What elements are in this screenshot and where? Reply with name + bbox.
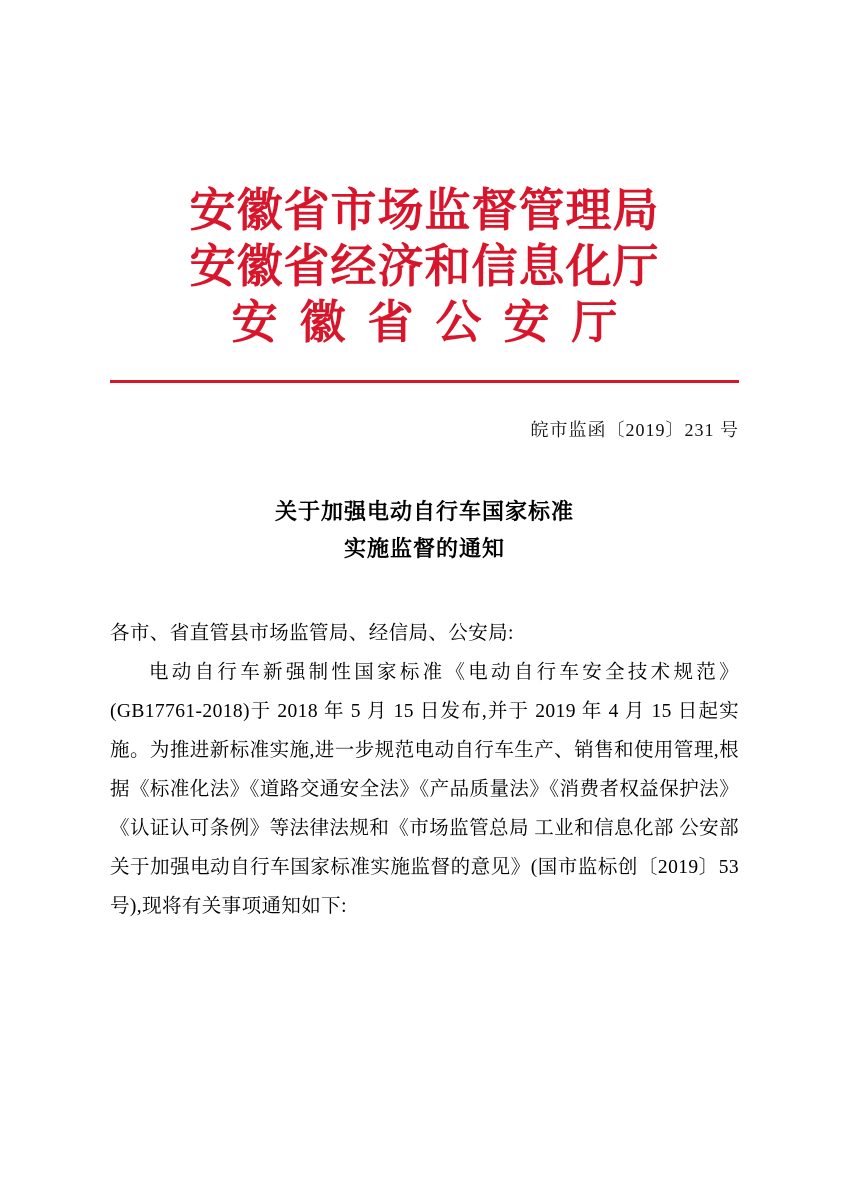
salutation: 各市、省直管县市场监管局、经信局、公安局: [110,623,514,644]
page-title-line-2: 实施监督的通知 [343,537,505,562]
letterhead-line-3: 安徽省公安厅 [231,295,640,349]
body-paragraph-1: 电动自行车新强制性国家标准《电动自行车安全技术规范》(GB17761-2018)于 2018 年 5 月 15 日发布,并于 2019 年 4 月 15 日起实施。为推进新标准实施,进一步规范电动自行车生产、销售和使用管理,根据《标准化法》《道路交通安全法》《产品质量法》《消费者权益保护法》《认证认可条例》等法律法规和《市场监管总局 工业和信息化部 公安部关于加强电动自行车国家标准实施监督的意见》(国市监标创〔2019〕53 号),现将有关事项通知如下: [110,662,739,917]
page-title-line-1: 关于加强电动自行车国家标准 [274,500,574,525]
page-title [110,494,739,568]
document-body [110,614,739,926]
letterhead [110,0,739,350]
document-number: 皖市监函〔2019〕231 号 [530,420,739,440]
red-divider-rule [110,380,739,383]
letterhead-line-1: 安徽省市场监督管理局 [189,183,660,237]
letterhead-line-2: 安徽省经济和信息化厅 [189,239,660,293]
